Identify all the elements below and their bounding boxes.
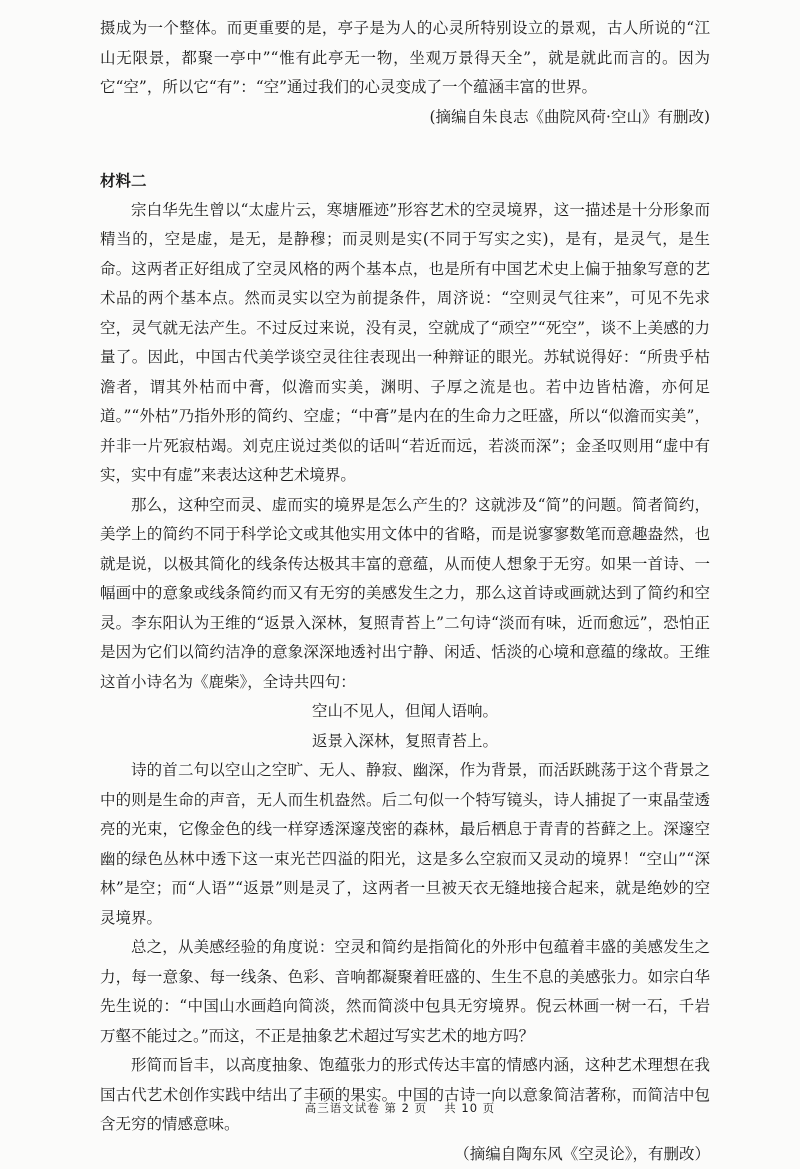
paragraph-1: 宗白华先生曾以“太虚片云，寒塘雁迹”形容艺术的空灵境界，这一描述是十分形象而精当的，空是虚，是无，是静穆；而灵则是实(不同于写实之实)，是有，是灵气，是生命。这两者正好组成了空灵风格的两个基本点，也是所有中国艺术史上偏于抽象写意的艺术品的两个基本点。然而灵实以空为前提条件，周济说：“空则灵气往来”，可见不先求空，灵气就无法产生。不过反过来说，没有灵，空就成了“顽空”“死空”，谈不上美感的力量了。因此，中国古代美学谈空灵往往表现出一种辩证的眼光。苏轼说得好：“所贵乎枯澹者，谓其外枯而中膏，似澹而实美，渊明、子厚之流是也。若中边皆枯澹，亦何足道。”“外枯”乃指外形的简约、空虚；“中膏”是内在的生命力之旺盛，所以“似澹而实美”，并非一片死寂枯竭。刘克庄说过类似的话叫“若近而远，若淡而深”；金圣叹则用“虚中有实，实中有虚”来表达这种艺术境界。: [100, 196, 710, 491]
page-footer: 高三语文试卷 第 2 页 共 10 页: [0, 1100, 800, 1116]
source-citation-2: （摘编自陶东风《空灵论》，有删改）: [100, 1140, 710, 1169]
paragraph-5: 形简而旨丰，以高度抽象、饱蕴张力的形式传达丰富的情感内涵，这种艺术理想在我国古代艺术创作实践中结出了丰硕的果实。中国的古诗一向以意象简洁著称，而简洁中包含无穷的情感意味。: [100, 1051, 710, 1140]
section-heading: 材料二: [100, 166, 710, 196]
source-citation-1: (摘编自朱良志《曲院风荷·空山》有删改): [100, 103, 710, 133]
poem-line-1: 空山不见人，但闻人语响。: [100, 697, 710, 727]
document-body: [100, 14, 710, 1169]
paragraph-2: 那么，这种空而灵、虚而实的境界是怎么产生的？这就涉及“简”的问题。简者简约，美学上的简约不同于科学论文或其他实用文体中的省略，而是说寥寥数笔而意趣盎然，也就是说，以极其简化的线条传达极其丰富的意蕴，从而使人想象于无穷。如果一首诗、一幅画中的意象或线条简约而又有无穷的美感发生之力，那么这首诗或画就达到了简约和空灵。李东阳认为王维的“返景入深林，复照青苔上”二句诗“淡而有味，近而愈远”，恐怕正是因为它们以简约洁净的意象深深地透衬出宁静、闲适、恬淡的心境和意蕴的缘故。王维这首小诗名为《鹿柴》，全诗共四句：: [100, 491, 710, 698]
paragraph-3: 诗的首二句以空山之空旷、无人、静寂、幽深，作为背景，而活跃跳荡于这个背景之中的则是生命的声音，无人而生机盎然。后二句似一个特写镜头，诗人捕捉了一束晶莹透亮的光束，它像金色的线一样穿透深邃茂密的森林，最后栖息于青青的苔藓之上。深邃空幽的绿色丛林中透下这一束光芒四溢的阳光，这是多么空寂而又灵动的境界！“空山”“深林”是空；而“人语”“返景”则是灵了，这两者一旦被天衣无缝地接合起来，就是绝妙的空灵境界。: [100, 756, 710, 933]
poem-line-2: 返景入深林，复照青苔上。: [100, 727, 710, 757]
paragraph-4: 总之，从美感经验的角度说：空灵和简约是指简化的外形中包蕴着丰盛的美感发生之力，每一意象、每一线条、色彩、音响都凝聚着旺盛的、生生不息的美感张力。如宗白华先生说的：“中国山水画趋向简淡，然而简淡中包具无穷境界。倪云林画一树一石，千岩万壑不能过之。”而这，不正是抽象艺术超过写实艺术的地方吗？: [100, 933, 710, 1051]
intro-paragraph: 摄成为一个整体。而更重要的是，亭子是为人的心灵所特别设立的景观，古人所说的“江山无限景，都聚一亭中”“惟有此亭无一物，坐观万景得天全”，就是就此而言的。因为它“空”，所以它“有”：“空”通过我们的心灵变成了一个蕴涵丰富的世界。: [100, 14, 710, 103]
